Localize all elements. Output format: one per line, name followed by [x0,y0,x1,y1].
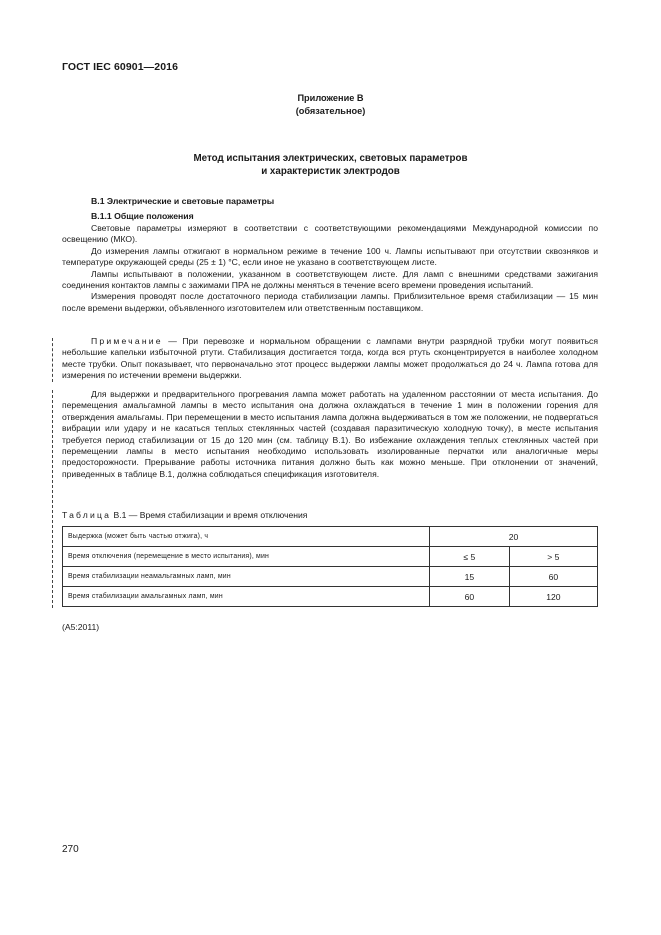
table-caption-text: В.1 — Время стабилизации и время отключения [111,510,308,520]
body-paragraphs [62,223,598,314]
amendment-reference: (А5:2011) [62,622,100,632]
table-row [63,587,598,607]
body-paragraph-after [62,389,598,480]
appendix-title: Приложение В [297,93,364,103]
table-cell-label: Время стабилизации амальгамных ламп, мин [63,587,430,607]
appendix-status: (обязательное) [295,105,366,116]
paragraph: Световые параметры измеряют в соответствии с соответствующими рекомендациями Международной комиссии по освещению (МКО). [62,223,598,245]
note [62,336,598,382]
paragraph: До измерения лампы отжигают в нормальном режиме в течение 100 ч. Лампы испытывают при отсутствии сквозняков и температуре окружающей среды (25 ± 1) °С, если иное не указано в соответствующем листе. [62,245,598,268]
change-bar-table [52,390,53,608]
table-cell-value: 15 [430,567,510,587]
section-title-line2: и характеристик электродов [261,166,400,177]
table-cell-value: 60 [430,587,510,607]
document-header: ГОСТ IEC 60901—2016 [62,61,179,73]
paragraph: Лампы испытывают в положении, указанном в соответствующем листе. Для ламп с внешними средствами зажигания соединения контактов лампы с зажимами ПРА не должны меняться в течение всего времени проведения испытаний. [62,268,598,291]
section-title [0,152,661,178]
stabilization-table [62,526,598,607]
table-cell-label: Время стабилизации неамальгамных ламп, мин [63,567,430,587]
heading-b11: В.1.1 Общие положения [91,211,194,221]
page-number: 270 [62,844,79,855]
table-cell-value: 20 [430,527,598,547]
table-row [63,527,598,547]
paragraph: Измерения проводят после достаточного периода стабилизации лампы. Приблизительное время стабилизации — 15 мин после времени выдержки, объявленного изготовителем или ответственным поставщиком. [62,291,598,313]
note-text: — При перевозке и нормальном обращении с лампами внутри разрядной трубки могут появиться небольшие капельки избыточной ртути. Стабилизация достигается тогда, когда вся ртуть сконцентрируется в наиболее холодном месте трубки. Опыт показывает, что первоначально этот процесс выдержки лампы может продолжаться до 24 ч. Лампа готова для измерения по истечении времени выдержки. [62,336,598,381]
table-caption [62,510,307,520]
table-cell-label: Выдержка (может быть частью отжига), ч [63,527,430,547]
table-caption-label: Таблица [62,510,112,520]
change-bar-note [52,338,53,382]
table-cell-label: Время отключения (перемещение в место испытания), мин [63,547,430,567]
section-title-line1: Метод испытания электрических, световых параметров [193,153,468,164]
table-cell-value: 60 [509,567,597,587]
table-cell-value: > 5 [509,547,597,567]
appendix-heading [0,92,661,117]
heading-b1: В.1 Электрические и световые параметры [91,196,275,206]
table-cell-value: ≤ 5 [430,547,510,567]
table-row [63,567,598,587]
table-row [63,547,598,567]
table-cell-value: 120 [509,587,597,607]
paragraph: Для выдержки и предварительного прогревания лампа может работать на удаленном расстоянии от места испытания. До перемещения амальгамной лампы в место испытания она должна охлаждаться в течение 1 мин в положении горения для отверждения амальгамы. При перемещении в место испытания лампа должна выдерживаться в том же положении, не подвергаться вибрации или удару и не касаться теплых стеклянных частей (создавая паразитическую холодную точку), в месте испытания требуется период стабилизации от 15 до 120 мин (см. таблицу В.1). Во избежание охлаждения теплых стеклянных частей при перемещении лампы в место испытания необходимо использовать изолированные перчатки или аналогичные меры предосторожности. Прерывание работы источника питания должно быть как можно меньше. При отклонении от значений, приведенных в таблице В.1, должна соблюдаться спецификация изготовителя. [62,389,598,479]
note-label: Примечание [91,336,163,346]
